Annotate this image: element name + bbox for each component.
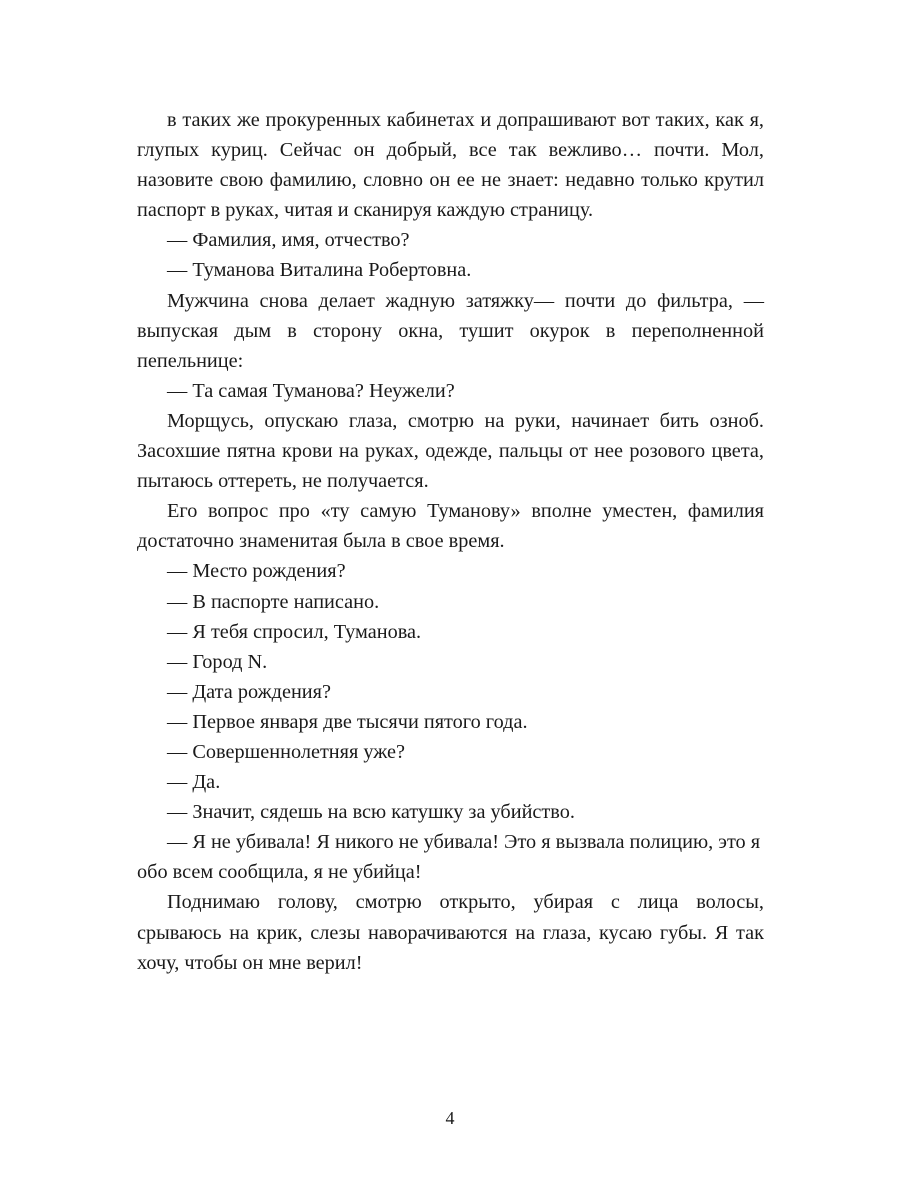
dialogue-line: — Я не убивала! Я никого не убивала! Это я вызвала полицию, это я обо всем сообщила, я не убийца! (137, 831, 761, 884)
dialogue-line: — Я тебя спросил, Туманова. (167, 620, 422, 643)
dialogue-line: — Фамилия, имя, отчество? (167, 229, 410, 252)
dialogue-line: — Совершеннолетняя уже? (167, 740, 406, 763)
body-paragraph: Мужчина снова делает жадную затяжку— почти до фильтра, — выпуская дым в сторону окна, тушит окурок в переполненной пепельнице: (137, 289, 764, 372)
body-paragraph: Поднимаю голову, смотрю открыто, убирая с лица волосы, срываюсь на крик, слезы наворачиваются на глаза, кусаю губы. Я так хочу, чтобы он мне верил! (137, 891, 764, 974)
dialogue-line: — Туманова Виталина Робертовна. (167, 259, 472, 282)
body-paragraph: Его вопрос про «ту самую Туманову» вполне уместен, фамилия достаточно знаменитая была в свое время. (137, 500, 764, 553)
body-paragraph: Морщусь, опускаю глаза, смотрю на руки, начинает бить озноб. Засохшие пятна крови на руках, одежде, пальцы от нее розового цвета, пытаюсь оттереть, не получается. (137, 409, 764, 493)
body-paragraph: в таких же прокуренных кабинетах и допрашивают вот таких, как я, глупых куриц. Сейчас он добрый, все так вежливо… почти. Мол, назовите свою фамилию, словно он ее не знает: недавно только крутил паспорт в руках, читая и сканируя каждую страницу. (137, 109, 764, 222)
dialogue-line: — Место рождения? (167, 560, 346, 583)
dialogue-line: — Значит, сядешь на всю катушку за убийство. (167, 801, 575, 824)
dialogue-line: — Да. (167, 771, 221, 794)
dialogue-line: — Дата рождения? (167, 680, 331, 703)
dialogue-line: — Та самая Туманова? Неужели? (167, 379, 455, 402)
dialogue-line: — Город N. (167, 650, 268, 673)
dialogue-line: — Первое января две тысячи пятого года. (167, 710, 528, 733)
dialogue-line: — В паспорте написано. (167, 590, 380, 613)
page-text-block (137, 105, 764, 978)
page-number: 4 (445, 1108, 455, 1128)
